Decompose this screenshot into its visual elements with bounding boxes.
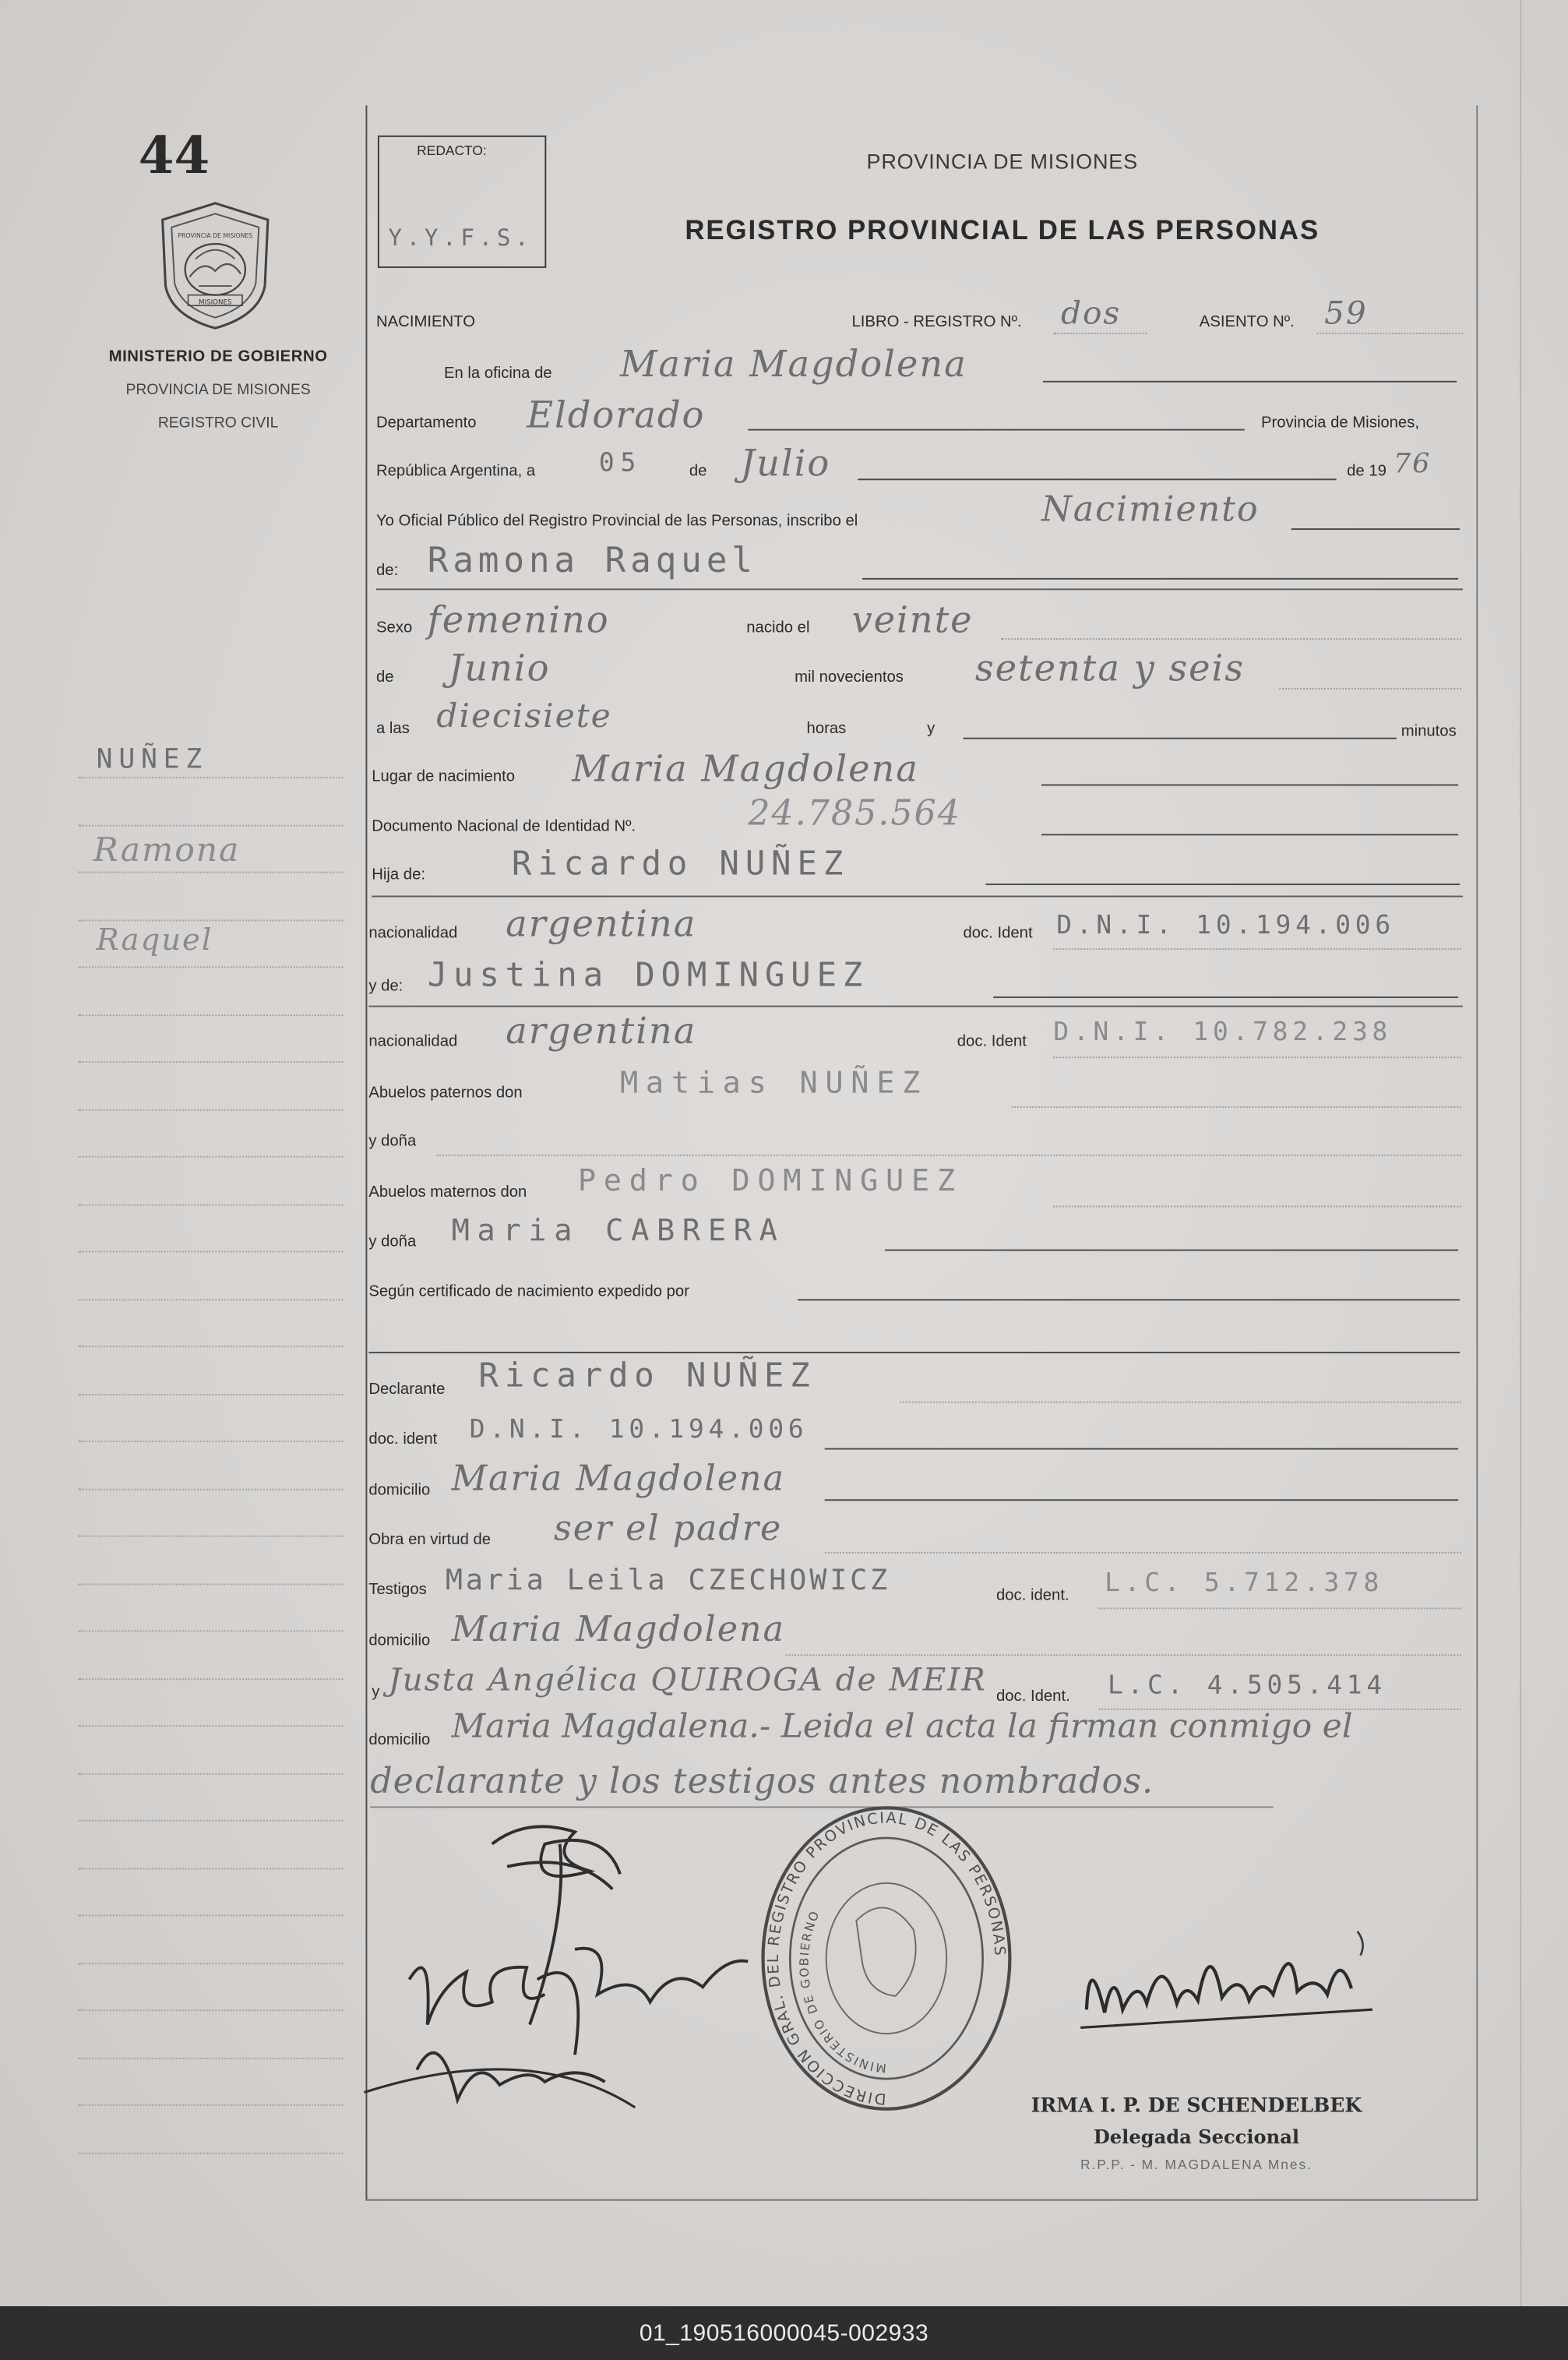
oficial-label: Yo Oficial Público del Registro Provincial de las Personas, inscribo el [376,511,858,531]
ydona2-value: Maria CABRERA [451,1212,785,1248]
provincia-label: Provincia de Misiones, [1261,414,1419,432]
margin-rule-line [78,1678,343,1680]
svg-text:PROVINCIA DE MISIONES: PROVINCIA DE MISIONES [178,232,253,240]
docident2-label: doc. Ident [957,1032,1027,1051]
stamp-inner-text: MINISTERIO DE GOBIERNO [797,1907,887,2076]
domicilio2-value: Maria Magdolena [451,1610,785,1650]
closing-value: declarante y los testigos antes nombrados. [370,1762,1154,1802]
nac1-label: nacionalidad [368,924,458,943]
docident5-value: L.C. 4.505.414 [1107,1670,1387,1702]
margin-rule-line [78,1868,343,1870]
official-office: R.P.P. - M. MAGDALENA Mnes. [1080,2157,1313,2172]
testigo2-value: Justa Angélica QUIROGA de MEIR [388,1661,987,1699]
margin-rule-line [78,777,343,778]
hora-label: horas [806,719,847,738]
docident1-label: doc. Ident [963,924,1033,943]
official-stamp-icon [757,1801,1016,2117]
dni-value: 24.785.564 [748,795,961,834]
docident4-label: doc. ident. [995,1586,1069,1605]
obra-label: Obra en virtud de [368,1530,492,1550]
margin-given-1: Ramona [93,832,241,870]
asiento-label: ASIENTO Nº. [1199,312,1295,332]
hour-value: diecisiete [436,698,612,736]
y2-label: y [372,1682,380,1702]
form-right-rule [1476,105,1478,2200]
hija-label: Hija de: [372,865,426,884]
oficina-label: En la oficina de [443,364,552,383]
margin-rule-line [78,1820,343,1822]
margin-rule-line [78,1061,343,1063]
oficial-value: Nacimiento [1041,490,1260,531]
alas-label: a las [376,719,410,738]
margin-rule-line [78,872,343,873]
republica-label: República Argentina, a [376,462,536,481]
domicilio3-label: domicilio [368,1730,431,1749]
mother-value: Justina DOMINGUEZ [427,957,869,996]
margin-rule-line [78,1014,343,1016]
domicilio1-value: Maria Magdolena [451,1460,785,1500]
abpat-value: Matias NUÑEZ [619,1064,928,1101]
departamento-value: Eldorado [527,394,706,437]
page-edge [1520,0,1521,2306]
margin-rule-line [78,966,343,968]
margin-rule-line [78,1109,343,1111]
margin-rule-line [78,1536,343,1537]
lugar-label: Lugar de nacimiento [372,767,516,786]
domicilio1-label: domicilio [368,1481,431,1500]
stamp-outer-text: DIRECCION GRAL. DEL REGISTRO PROVINCIAL DE LAS PERSONAS [763,1808,1010,2108]
oficina-value: Maria Magdolena [619,343,967,386]
yde-label: y de: [368,976,403,996]
domicilio3-value: Maria Magdalena.- Leida el acta la firman conmigo el [451,1708,1353,1747]
margin-rule-line [78,1963,343,1964]
nacido-label: nacido el [746,619,810,637]
act-type-label: NACIMIENTO [376,312,475,332]
libro-label: LIBRO - REGISTRO Nº. [851,312,1022,332]
y-label: y [927,719,936,738]
de-person-label: de: [376,561,399,580]
docident5-label: doc. Ident. [995,1687,1070,1706]
margin-surname: NUÑEZ [96,743,208,775]
declarante-label: Declarante [368,1380,446,1399]
person-value: Ramona Raquel [427,541,757,581]
lugar-value: Maria Magdolena [572,748,919,791]
mil-label: mil novecientos [795,668,904,686]
ydona1-label: y doña [368,1131,417,1151]
month-value: Julio [740,443,831,485]
provincial-seal-icon [153,199,277,331]
docident1-value: D.N.I. 10.194.006 [1056,910,1395,941]
docident3-label: doc. ident [368,1430,438,1448]
margin-rule-line [78,1915,343,1917]
nac1-value: argentina [506,903,697,946]
nac2-value: argentina [506,1010,697,1053]
margin-given-2: Raquel [96,921,213,958]
year-birth-value: setenta y seis [974,647,1245,690]
month-birth-value: Junio [448,647,551,690]
margin-rule-line [78,2153,343,2154]
docident3-value: D.N.I. 10.194.006 [469,1415,809,1445]
margin-rule-line [78,1299,343,1300]
file-id-footer: 01_190516000045-002933 [0,2306,1568,2360]
margin-rule-line [78,1725,343,1727]
margin-rule-line [78,1773,343,1775]
day-value: 05 [598,448,642,479]
redacto-value: Y.Y.F.S. [388,224,534,252]
year-value: 76 [1394,448,1432,481]
margin-rule-line [78,1346,343,1347]
header-province: PROVINCIA DE MISIONES [866,149,1138,174]
asiento-value: 59 [1324,295,1368,332]
ministry-province: PROVINCIA DE MISIONES [125,382,311,399]
nac2-label: nacionalidad [368,1032,458,1051]
departamento-label: Departamento [376,414,477,432]
margin-rule-line [78,1156,343,1158]
redacto-box [378,136,546,268]
sexo-label: Sexo [376,619,413,637]
nacido-value: veinte [851,598,974,642]
margin-rule-line [78,1394,343,1395]
margin-rule-line [78,1583,343,1585]
year-label: de 19 [1347,462,1387,481]
dni-label: Documento Nacional de Identidad Nº. [372,817,636,836]
margin-rule-line [78,825,343,827]
margin-rule-line [78,1630,343,1632]
redacto-label: REDACTO: [417,143,487,158]
docident4-value: L.C. 5.712.378 [1105,1568,1384,1599]
margin-rule-line [78,1251,343,1252]
margin-rule-line [78,1489,343,1490]
segun-label: Según certificado de nacimiento expedido por [368,1282,689,1301]
official-role: Delegada Seccional [1093,2125,1300,2148]
delegate-signature-icon [1072,1904,1388,2070]
ministry-office: REGISTRO CIVIL [157,415,279,432]
testigo1-value: Maria Leila CZECHOWICZ [445,1564,891,1597]
witness-signatures-icon [349,1799,785,2130]
margin-rule-line [78,1441,343,1442]
header-title: REGISTRO PROVINCIAL DE LAS PERSONAS [685,215,1320,245]
abpat-label: Abuelos paternos don [368,1084,523,1102]
domicilio2-label: domicilio [368,1632,431,1650]
libro-value: dos [1061,295,1122,332]
de2-label: de [376,668,394,686]
father-value: Ricardo NUÑEZ [511,845,850,884]
testigos-label: Testigos [368,1580,427,1599]
svg-text:MISIONES: MISIONES [199,298,232,307]
margin-rule-line [78,2009,343,2011]
minutos-label: minutos [1401,722,1457,741]
margin-rule-line [78,2058,343,2059]
ministry-name: MINISTERIO DE GOBIERNO [108,347,328,366]
folio-number: 44 [138,126,210,187]
docident2-value: D.N.I. 10.782.238 [1053,1018,1393,1048]
de-label: de [689,462,707,481]
declarante-value: Ricardo NUÑEZ [478,1357,816,1395]
abmat-label: Abuelos maternos don [368,1183,527,1201]
ydona2-label: y doña [368,1233,417,1251]
abmat-value: Pedro DOMINGUEZ [577,1162,963,1198]
official-name: IRMA I. P. DE SCHENDELBEK [1031,2095,1362,2118]
sexo-value: femenino [427,598,610,642]
obra-value: ser el padre [553,1509,783,1550]
form-bottom-rule [365,2199,1478,2201]
margin-rule-line [78,2104,343,2106]
margin-rule-line [78,1205,343,1206]
